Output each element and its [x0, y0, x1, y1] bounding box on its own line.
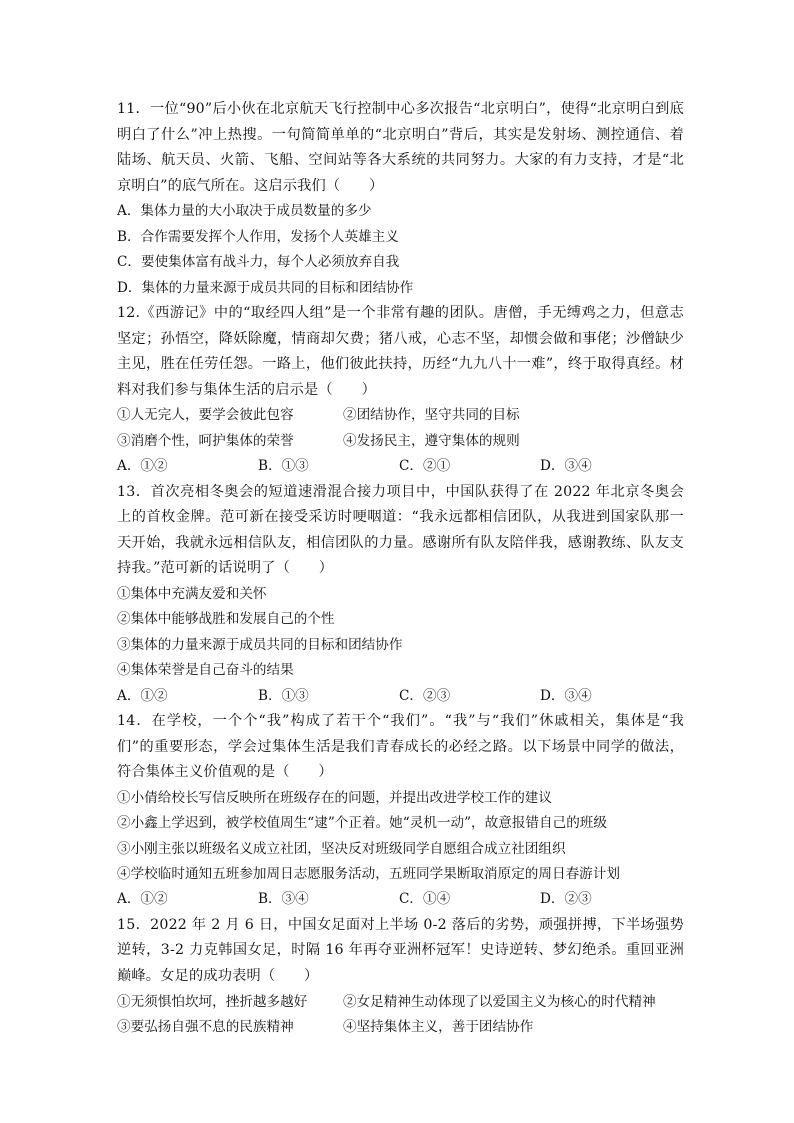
question-stem: 15．2022 年 2 月 6 日，中国女足面对上半场 0-2 落后的劣势，顽强拼搏，下半场强势逆转，3-2 力克韩国女足，时隔 16 年再夺亚洲杯冠军！史诗逆转、梦幻绝杀。重回亚洲巅峰。女足的成功表明（ ） [117, 916, 684, 984]
choice-b: B．③④ [258, 891, 309, 908]
statement-3: ③要弘扬自强不息的民族精神 [117, 1019, 294, 1035]
statement-row [117, 990, 684, 1015]
choice-row [117, 887, 684, 912]
choice-c: C．②③ [399, 687, 451, 704]
choice-row [117, 454, 684, 479]
option-c: C．要使集体富有战斗力，每个人必须放弃自我 [117, 254, 400, 271]
question-14 [117, 709, 684, 913]
question-15 [117, 913, 684, 1041]
statement-2: ②小鑫上学迟到，被学校值周生“逮”个正着。她“灵机一动”，故意报错自己的班级 [117, 815, 607, 832]
statement-2: ②集体中能够战胜和发展自己的个性 [117, 611, 335, 628]
statement-row [117, 403, 684, 428]
statement-2: ②女足精神生动体现了以爱国主义为核心的时代精神 [343, 993, 656, 1010]
statement-3: ③集体的力量来源于成员共同的目标和团结协作 [117, 636, 403, 653]
choice-d: D．③④ [540, 458, 592, 475]
choice-d: D．②③ [540, 891, 592, 908]
statement-1: ①无须惧怕坎坷，挫折越多越好 [117, 993, 308, 1010]
statement-1: ①小倩给校长写信反映所在班级存在的问题，并提出改进学校工作的建议 [117, 789, 552, 806]
question-stem: 11．一位“90”后小伙在北京航天飞行控制中心多次报告“北京明白”，使得“北京明白到底明白了什么”冲上热搜。一句简简单单的“北京明白”背后，其实是发射场、测控通信、着陆场、航天员、火箭、飞船、空间站等各大系统的共同努力。大家的有力支持，才是“北京明白”的底气所在。这启示我们（ ） [117, 101, 684, 194]
choice-a: A．①② [117, 687, 168, 704]
choice-a: A．①② [117, 458, 168, 475]
option-d: D．集体的力量来源于成员共同的目标和团结协作 [117, 279, 414, 296]
choice-b: B．①③ [258, 687, 309, 704]
choice-a: A．①② [117, 891, 168, 908]
statement-2: ②团结协作，坚守共同的目标 [343, 407, 520, 424]
question-stem: 13．首次亮相冬奥会的短道速滑混合接力项目中，中国队获得了在 2022 年北京冬奥会上的首枚金牌。范可新在接受采访时哽咽道：“我永远都相信团队，从我进到国家队那一天开始，我就永远相信队友，相信团队的力量。感谢所有队友陪伴我，感谢教练、队友支持我。”范可新的话说明了（ ） [117, 483, 684, 577]
statement-3: ③消磨个性，呵护集体的荣誉 [117, 432, 294, 449]
choice-d: D．③④ [540, 687, 592, 704]
statement-row [117, 429, 684, 454]
statement-4: ④集体荣誉是自己奋斗的结果 [117, 662, 294, 679]
statement-1: ①人无完人，要学会彼此包容 [117, 407, 294, 424]
question-stem: 12.《西游记》中的“取经四人组”是一个非常有趣的团队。唐僧，手无缚鸡之力，但意志坚定；孙悟空，降妖除魔，情商却欠费；猪八戒，心志不坚，却惯会做和事佬；沙僧缺少主见，胜在任劳任怨。一路上，他们彼此扶持，历经“九九八十一难”，终于取得真经。材料对我们参与集体生活的启示是（ ） [117, 305, 684, 398]
statement-4: ④学校临时通知五班参加周日志愿服务活动，五班同学果断取消原定的周日春游计划 [117, 866, 620, 882]
choice-b: B．①③ [258, 458, 309, 475]
question-12 [117, 301, 684, 480]
statement-1: ①集体中充满友爱和关怀 [117, 585, 267, 602]
choice-c: C．①④ [399, 891, 451, 908]
statement-4: ④坚持集体主义，善于团结协作 [343, 1019, 534, 1035]
choice-c: C．②① [399, 458, 451, 475]
option-a: A．集体力量的大小取决于成员数量的多少 [117, 203, 372, 220]
question-11 [117, 97, 684, 301]
statement-4: ④发扬民主，遵守集体的规则 [343, 432, 520, 449]
question-stem: 14．在学校，一个个“我”构成了若干个“我们”。“我”与“我们”休戚相关，集体是“我们”的重要形态，学会过集体生活是我们青春成长的必经之路。以下场景中同学的做法，符合集体主义价值观的是（ ） [117, 713, 684, 781]
question-13 [117, 480, 684, 709]
choice-row [117, 684, 684, 709]
statement-row [117, 1015, 684, 1040]
option-b: B．合作需要发挥个人作用，发扬个人英雄主义 [117, 228, 399, 245]
statement-3: ③小刚主张以班级名义成立社团，坚决反对班级同学自愿组合成立社团组织 [117, 840, 566, 857]
